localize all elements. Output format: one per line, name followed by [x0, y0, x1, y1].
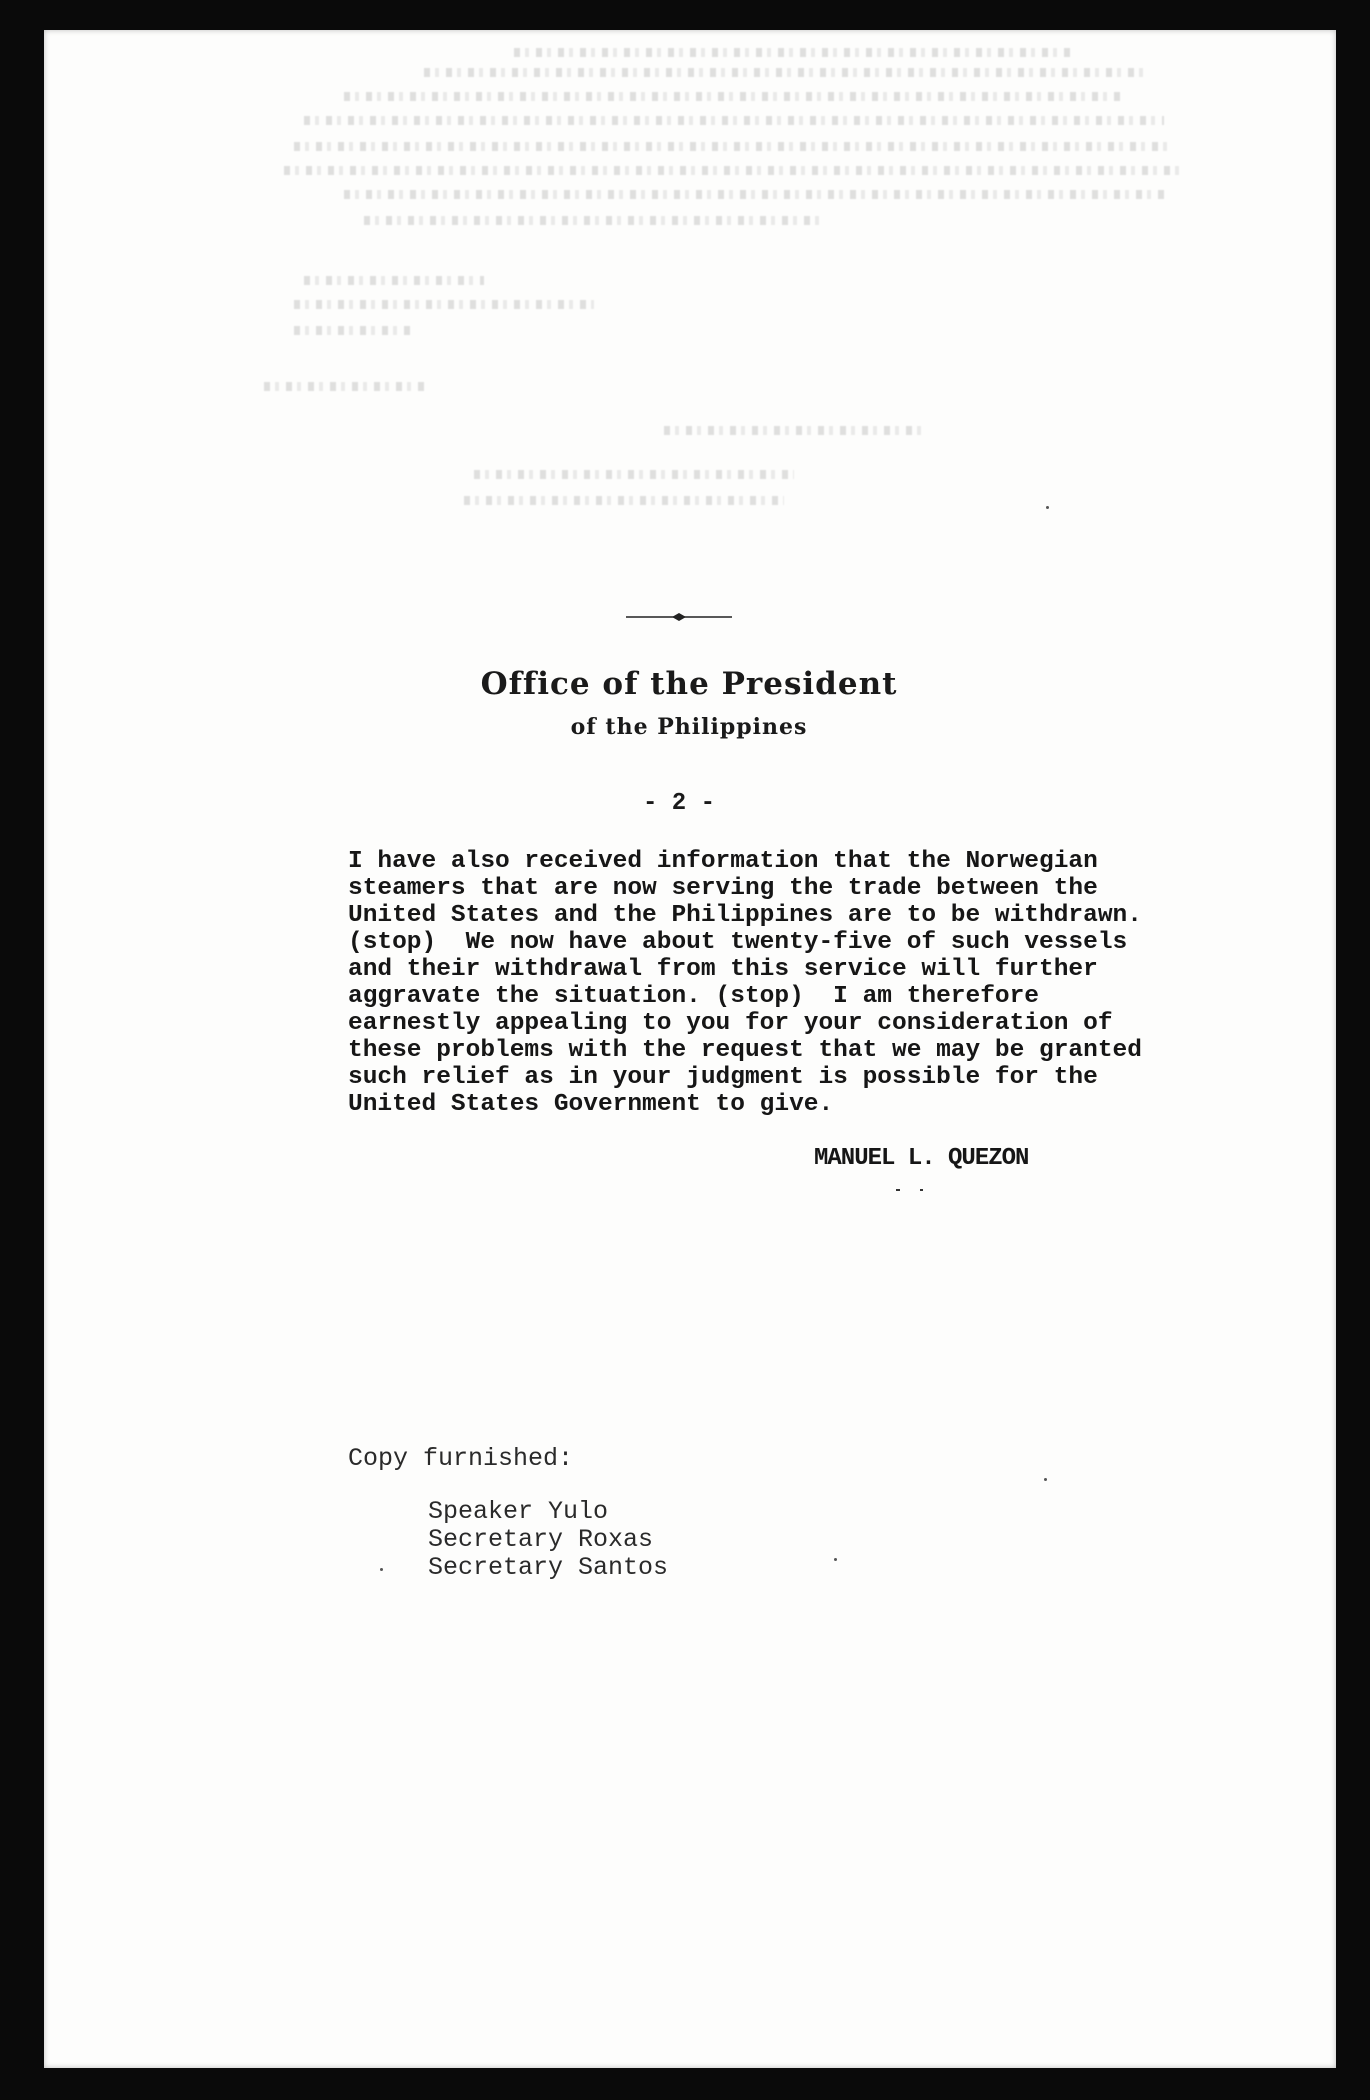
letterhead-subtitle: of the Philippines [570, 714, 808, 740]
signature-marks [894, 1188, 934, 1192]
body-line: earnestly appealing to you for your consideration of [348, 1010, 1113, 1037]
body-line: United States Government to give. [348, 1091, 834, 1118]
paper-speck [380, 1568, 383, 1571]
recipient-list [428, 1498, 668, 1582]
body-line: such relief as in your judgment is possible for the [348, 1064, 1098, 1091]
body-line: (stop) We now have about twenty-five of such vessels [348, 929, 1128, 956]
body-line: United States and the Philippines are to be withdrawn. [348, 902, 1142, 929]
paper-speck [1044, 1478, 1047, 1481]
copy-furnished-label: Copy furnished: [348, 1444, 574, 1473]
bleed-through-text [44, 30, 1336, 550]
body-line: I have also received information that the Norwegian [348, 848, 1098, 875]
page-number: - 2 - [642, 790, 715, 817]
ornamental-rule [626, 611, 732, 623]
recipient-item: Speaker Yulo [428, 1497, 609, 1526]
letterhead-title: Office of the President [480, 666, 898, 702]
document-page [44, 30, 1336, 2068]
recipient-item: Secretary Santos [428, 1553, 669, 1582]
signature-name: MANUEL L. QUEZON [814, 1145, 1029, 1172]
body-line: steamers that are now serving the trade between the [348, 875, 1098, 902]
paper-speck [834, 1558, 837, 1561]
body-line: and their withdrawal from this service will further [348, 956, 1098, 983]
recipient-item: Secretary Roxas [428, 1525, 654, 1554]
body-line: these problems with the request that we may be granted [348, 1037, 1142, 1064]
letter-body [348, 848, 1248, 1118]
body-line: aggravate the situation. (stop) I am therefore [348, 983, 1040, 1010]
paper-speck [1046, 506, 1049, 509]
